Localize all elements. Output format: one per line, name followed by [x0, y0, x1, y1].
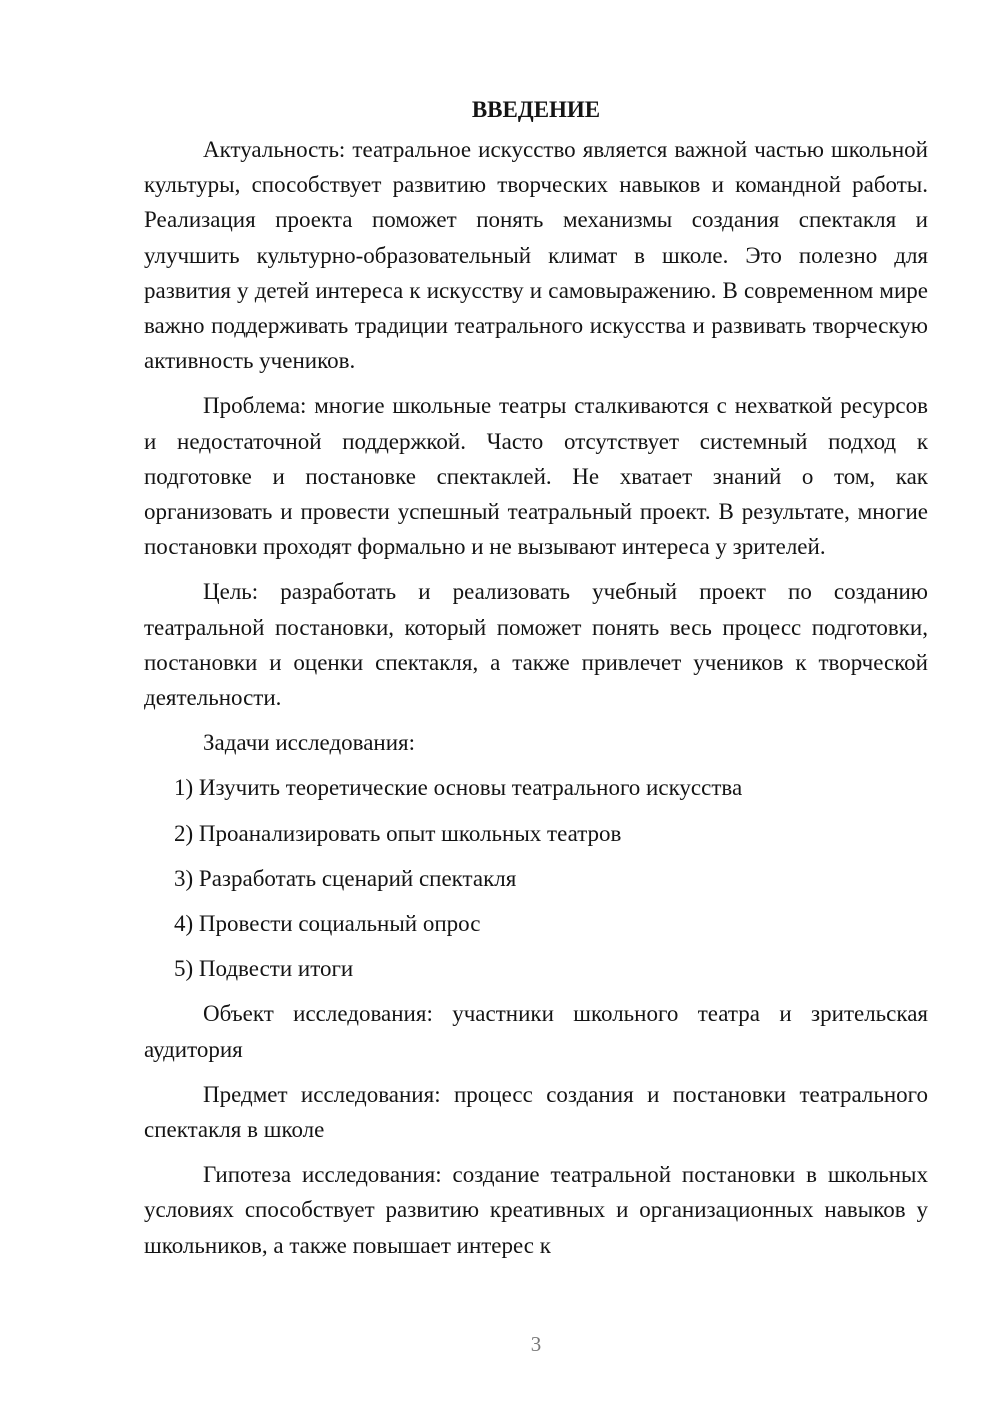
hypothesis-paragraph: Гипотеза исследования: создание театральной постановки в школьных условиях способствует развитию креативных и организационных навыков у школьников, а также повышает интерес к — [144, 1162, 928, 1258]
document-page — [144, 92, 928, 1273]
page-number: 3 — [530, 1332, 542, 1356]
goal-paragraph: Цель: разработать и реализовать учебный проект по созданию театральной постановки, который поможет понять весь процесс подготовки, постановки и оценки спектакля, а также привлечет учеников к творческой деятельности. — [144, 579, 928, 711]
subject-paragraph: Предмет исследования: процесс создания и постановки театрального спектакля в школе — [144, 1081, 928, 1143]
list-item: 4) Провести социальный опрос — [174, 911, 481, 937]
list-item: 1) Изучить теоретические основы театрального искусства — [174, 775, 743, 801]
tasks-heading: Задачи исследования: — [203, 730, 416, 756]
object-paragraph: Объект исследования: участники школьного театра и зрительская аудитория — [144, 1001, 928, 1062]
tasks-list — [144, 770, 928, 986]
list-item: 2) Проанализировать опыт школьных театров — [174, 820, 622, 846]
relevance-paragraph: Актуальность: театральное искусство является важной частью школьной культуры, способствует развитию творческих навыков и командной работы. Реализация проекта поможет понять механизмы создания спектакля и улучшить культурно-образовательный климат в школе. Это полезно для развития у детей интереса к искусству и самовыражению. В современном мире важно поддерживать традиции театрального искусства и развивать творческую активность учеников. — [144, 137, 928, 374]
page-title: ВВЕДЕНИЕ — [471, 97, 601, 122]
problem-paragraph: Проблема: многие школьные театры сталкиваются с нехваткой ресурсов и недостаточной поддержкой. Часто отсутствует системный подход к подготовке и постановке спектаклей. Не хватает знаний о том, как организовать и провести успешный театральный проект. В результате, многие постановки проходят формально и не вызывают интереса у зрителей. — [144, 393, 928, 560]
list-item: 3) Разработать сценарий спектакля — [174, 865, 517, 891]
list-item: 5) Подвести итоги — [174, 956, 354, 982]
